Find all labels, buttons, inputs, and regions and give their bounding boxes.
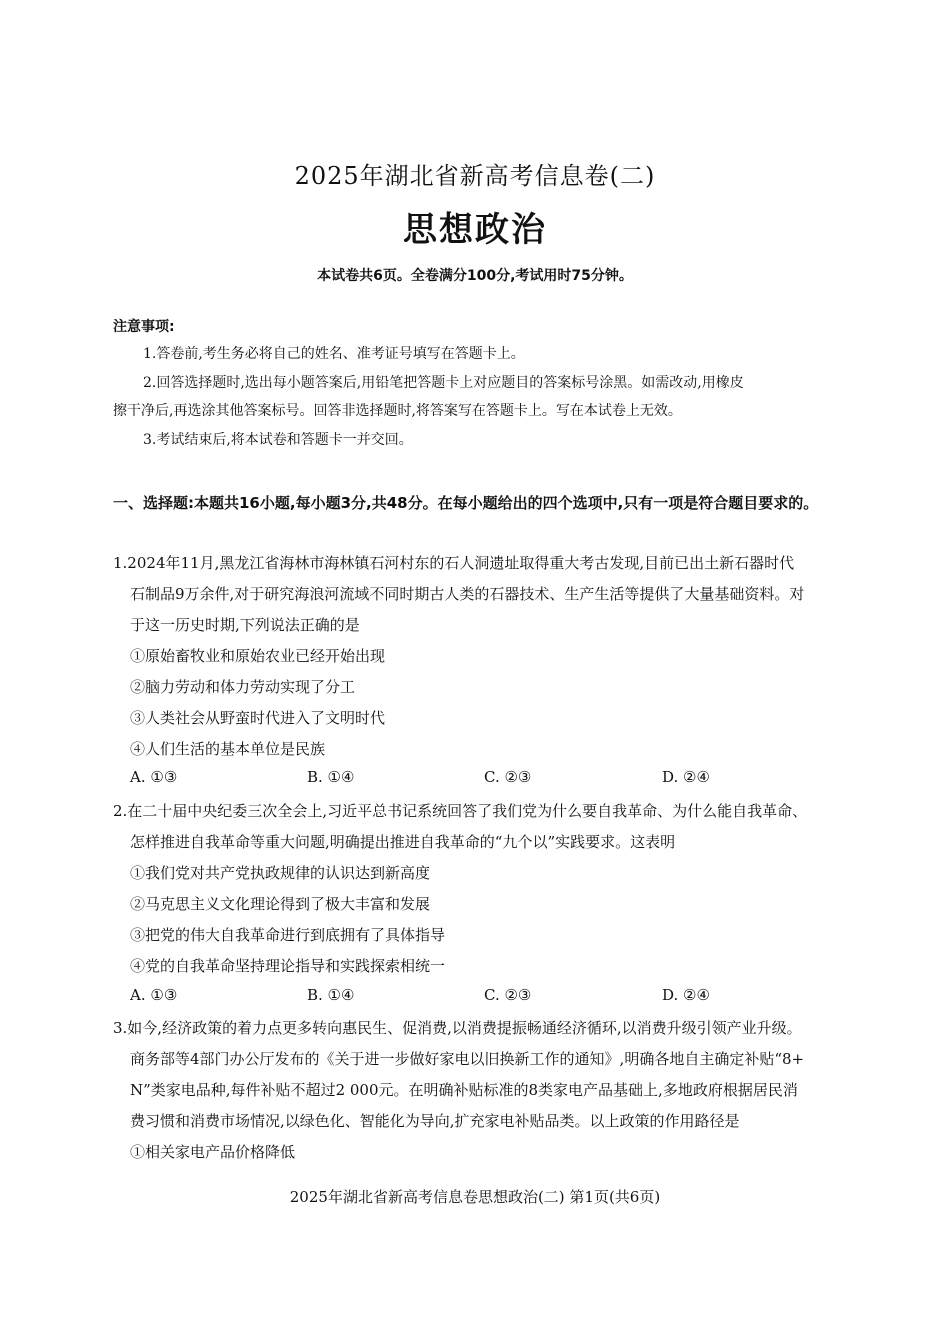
note-3: 3.考试结束后,将本试卷和答题卡一并交回。 bbox=[143, 432, 413, 448]
q1-stem-line-1: 1.2024年11月,黑龙江省海林市海林镇石河村东的石人洞遗址取得重大考古发现,目前已出土新石器时代 bbox=[113, 554, 795, 572]
q2-statement-4: ④党的自我革命坚持理论指导和实践探索相统一 bbox=[130, 957, 446, 975]
q1-stem-line-3: 于这一历史时期,下列说法正确的是 bbox=[130, 616, 360, 634]
exam-info: 本试卷共6页。全卷满分100分,考试用时75分钟。 bbox=[317, 268, 633, 284]
q1-option-d: D. ②④ bbox=[662, 768, 710, 786]
q1-option-c: C. ②③ bbox=[484, 768, 532, 786]
q3-stem-line-2: 商务部等4部门办公厅发布的《关于进一步做好家电以旧换新工作的通知》,明确各地自主确定补贴“8+ bbox=[130, 1050, 805, 1068]
q1-option-a: A. ①③ bbox=[130, 768, 178, 786]
q3-stem-line-1: 3.如今,经济政策的着力点更多转向惠民生、促消费,以消费提振畅通经济循环,以消费升级引领产业升级。 bbox=[113, 1019, 802, 1037]
subject-title: 思想政治 bbox=[403, 210, 547, 250]
q2-stem-line-2: 怎样推进自我革命等重大问题,明确提出推进自我革命的“九个以”实践要求。这表明 bbox=[130, 833, 676, 851]
note-2-line-1: 2.回答选择题时,选出每小题答案后,用铅笔把答题卡上对应题目的答案标号涂黑。如需改动,用橡皮 bbox=[143, 375, 744, 391]
q3-stem-line-3: N”类家电品种,每件补贴不超过2 000元。在明确补贴标准的8类家电产品基础上,多地政府根据居民消 bbox=[130, 1081, 798, 1099]
notes-heading: 注意事项: bbox=[113, 319, 175, 335]
q1-statement-4: ④人们生活的基本单位是民族 bbox=[130, 740, 326, 758]
q2-statement-3: ③把党的伟大自我革命进行到底拥有了具体指导 bbox=[130, 926, 446, 944]
q2-option-d: D. ②④ bbox=[662, 986, 710, 1004]
q2-statement-2: ②马克思主义文化理论得到了极大丰富和发展 bbox=[130, 895, 431, 913]
q2-option-b: B. ①④ bbox=[307, 986, 355, 1004]
q2-option-a: A. ①③ bbox=[130, 986, 178, 1004]
q1-statement-1: ①原始畜牧业和原始农业已经开始出现 bbox=[130, 647, 386, 665]
q1-statement-2: ②脑力劳动和体力劳动实现了分工 bbox=[130, 678, 356, 696]
q3-statement-1: ①相关家电产品价格降低 bbox=[130, 1143, 296, 1161]
q2-statement-1: ①我们党对共产党执政规律的认识达到新高度 bbox=[130, 864, 431, 882]
q1-stem-line-2: 石制品9万余件,对于研究海浪河流域不同时期古人类的石器技术、生产生活等提供了大量基础资料。对 bbox=[130, 585, 805, 603]
note-1: 1.答卷前,考生务必将自己的姓名、准考证号填写在答题卡上。 bbox=[143, 346, 525, 362]
section-heading: 一、选择题:本题共16小题,每小题3分,共48分。在每小题给出的四个选项中,只有一项是符合题目要求的。 bbox=[113, 494, 819, 512]
q2-option-c: C. ②③ bbox=[484, 986, 532, 1004]
exam-title: 2025年湖北省新高考信息卷(二) bbox=[294, 162, 656, 190]
q2-stem-line-1: 2.在二十届中央纪委三次全会上,习近平总书记系统回答了我们党为什么要自我革命、为什么能自我革命、 bbox=[113, 802, 808, 820]
q3-stem-line-4: 费习惯和消费市场情况,以绿色化、智能化为导向,扩充家电补贴品类。以上政策的作用路径是 bbox=[130, 1112, 740, 1130]
q1-option-b: B. ①④ bbox=[307, 768, 355, 786]
note-2-line-2: 擦干净后,再选涂其他答案标号。回答非选择题时,将答案写在答题卡上。写在本试卷上无效。 bbox=[113, 403, 682, 419]
q1-statement-3: ③人类社会从野蛮时代进入了文明时代 bbox=[130, 709, 386, 727]
page-footer: 2025年湖北省新高考信息卷思想政治(二) 第1页(共6页) bbox=[289, 1188, 661, 1206]
